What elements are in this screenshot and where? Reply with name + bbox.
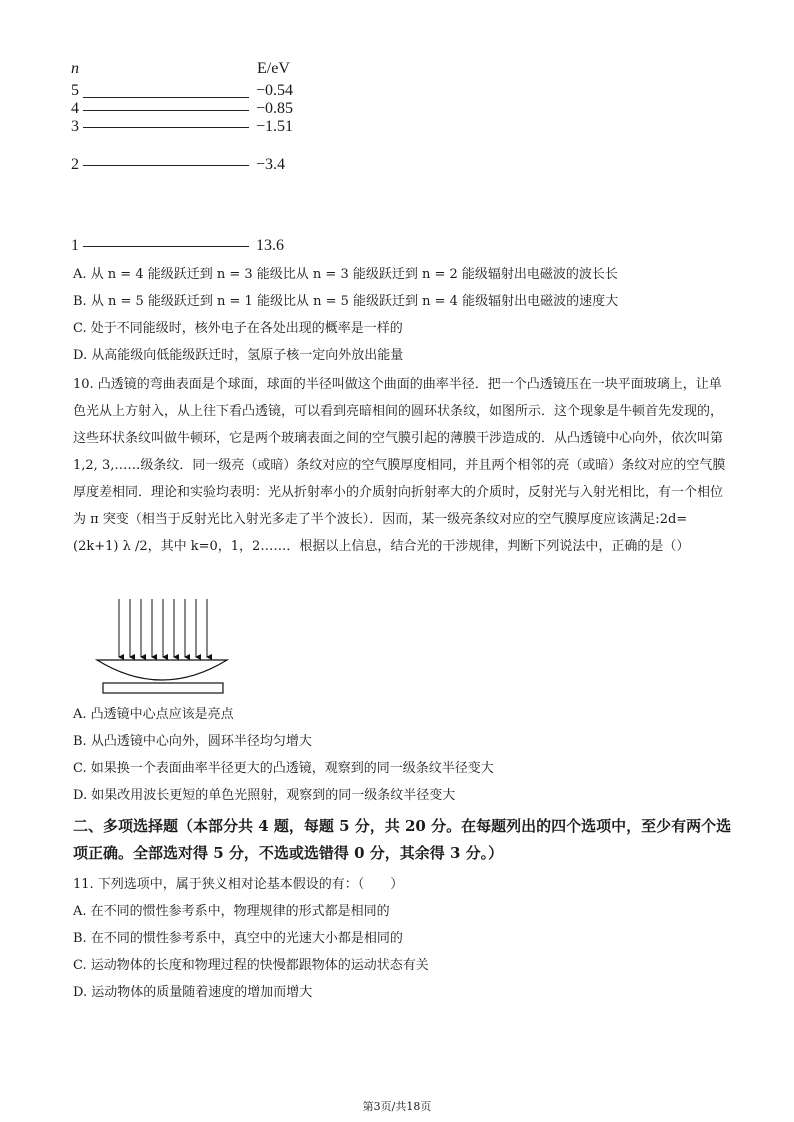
level-3-energy: −1.51 xyxy=(256,118,294,135)
level-1-line xyxy=(83,246,249,247)
q9-option-d: D. 从高能级向低能级跃迁时，氢原子核一定向外放出能量 xyxy=(73,348,404,363)
q11-option-c: C. 运动物体的长度和物理过程的快慢都跟物体的运动状态有关 xyxy=(73,958,429,973)
q10-option-d: D. 如果改用波长更短的单色光照射，观察到的同一级条纹半径变大 xyxy=(73,788,456,803)
level-4-line xyxy=(83,110,249,111)
section-2-heading: 二、多项选择题（本部分共 4 题，每题 5 分，共 20 分。在每题列出的四个选项中，至少有两个选项正确。全部选对得 5 分，不选或选错得 0 分，其余得 3 分。） xyxy=(73,817,732,862)
q10-stem: 10. 凸透镜的弯曲表面是个球面，球面的半径叫做这个曲面的曲率半径．把一个凸透镜压在一块平面玻璃上，让单色光从上方射入，从上往下看凸透镜，可以看到亮暗相间的圆环状条纹，如图所示．这个现象是牛顿首先发现的，这些环状条纹叫做牛顿环，它是两个玻璃表面之间的空气膜引起的薄膜干涉造成的．从凸透镜中心向外，依次叫第 1,2, 3,……级条纹．同一级亮（或暗）条纹对应的空气膜厚度相同，并且两个相邻的亮（或暗）条纹对应的空气膜厚度差相同．理论和实验均表明：光从折射率小的介质射向折射率大的介质时，反射光与入射光相比，有一个相位为 π 突变（相当于反射光比入射光多走了半个波长）．因而，某一级亮条纹对应的空气膜厚度应该满足:2d= (2k+1) λ /2，其中 k=0，1，2……．根据以上信息，结合光的干涉规律，判断下列说法中，正确的是（） xyxy=(73,377,726,554)
level-4-energy: −0.85 xyxy=(256,100,294,117)
q11-option-a: A. 在不同的惯性参考系中，物理规律的形式都是相同的 xyxy=(73,904,390,919)
q9-option-c: C. 处于不同能级时，核外电子在各处出现的概率是一样的 xyxy=(73,321,403,336)
level-5-energy: −0.54 xyxy=(256,82,294,99)
newton-rings-figure xyxy=(95,597,230,697)
level-3-n: 3 xyxy=(71,118,79,135)
level-2-line xyxy=(83,165,249,166)
level-1-n: 1 xyxy=(71,237,79,254)
q11-option-b: B. 在不同的惯性参考系中，真空中的光速大小都是相同的 xyxy=(73,931,403,946)
level-1-energy: 13.6 xyxy=(256,237,284,254)
energy-header: E/eV xyxy=(257,60,290,77)
n-header: n xyxy=(71,60,79,77)
page-footer: 第3页/共18页 xyxy=(362,1100,432,1113)
q9-option-b: B. 从 n = 5 能级跃迁到 n = 1 能级比从 n = 5 能级跃迁到 n = 4 能级辐射出电磁波的速度大 xyxy=(73,294,619,309)
q11-stem: 11. 下列选项中，属于狭义相对论基本假设的有：（ ） xyxy=(73,877,404,892)
level-2-n: 2 xyxy=(71,156,79,173)
q10-option-a: A. 凸透镜中心点应该是亮点 xyxy=(73,707,234,722)
q10-option-c: C. 如果换一个表面曲率半径更大的凸透镜，观察到的同一级条纹半径变大 xyxy=(73,761,494,776)
level-5-line xyxy=(83,97,249,98)
level-5-n: 5 xyxy=(71,82,79,99)
q10-option-b: B. 从凸透镜中心向外，圆环半径均匀增大 xyxy=(73,734,312,749)
q11-option-d: D. 运动物体的质量随着速度的增加而增大 xyxy=(73,985,313,1000)
level-2-energy: −3.4 xyxy=(256,156,286,173)
level-3-line xyxy=(83,127,249,128)
q9-option-a: A. 从 n = 4 能级跃迁到 n = 3 能级比从 n = 3 能级跃迁到 n = 2 能级辐射出电磁波的波长长 xyxy=(73,267,618,282)
level-4-n: 4 xyxy=(71,100,79,117)
